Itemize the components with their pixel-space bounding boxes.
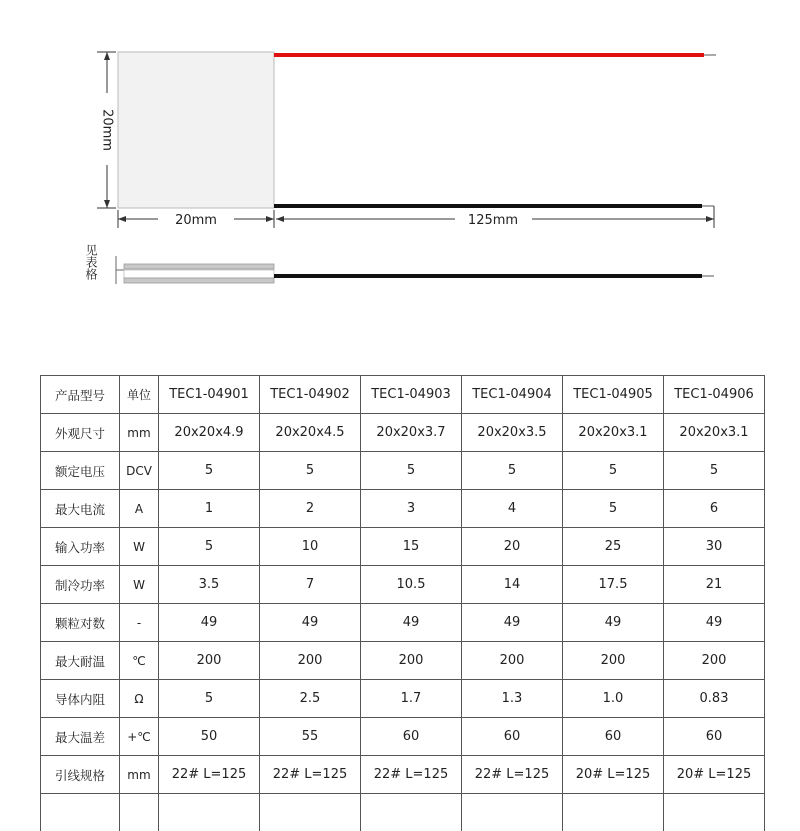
row-value-cell: 5 — [361, 452, 462, 490]
row-value-cell: 5 — [563, 452, 664, 490]
row-value-cell: 200 — [462, 642, 563, 680]
side-note-label: 见表格 — [78, 244, 98, 280]
row-value-cell: 200 — [563, 642, 664, 680]
table-row — [41, 566, 765, 604]
empty-cell — [361, 794, 462, 831]
row-value-cell: 20x20x3.7 — [361, 414, 462, 452]
width-label: 20mm — [175, 213, 217, 228]
row-value-cell: 1.7 — [361, 680, 462, 718]
row-unit-cell: +℃ — [120, 718, 159, 756]
row-value-cell: 22# L=125 — [159, 756, 260, 794]
row-param-cell: 颗粒对数 — [41, 604, 120, 642]
row-value-cell: 49 — [563, 604, 664, 642]
table-row — [41, 490, 765, 528]
empty-cell — [159, 794, 260, 831]
row-param-cell: 最大耐温 — [41, 642, 120, 680]
row-param-cell: 输入功率 — [41, 528, 120, 566]
row-value-cell: 2.5 — [260, 680, 361, 718]
row-value-cell: 1.3 — [462, 680, 563, 718]
row-value-cell: 4 — [462, 490, 563, 528]
row-unit-cell: W — [120, 566, 159, 604]
row-value-cell: 50 — [159, 718, 260, 756]
table-row — [41, 604, 765, 642]
row-value-cell: 60 — [563, 718, 664, 756]
header-param-cell: 产品型号 — [41, 376, 120, 414]
row-value-cell: 10.5 — [361, 566, 462, 604]
row-value-cell: 22# L=125 — [260, 756, 361, 794]
module-side-view — [116, 256, 274, 284]
header-model-cell: TEC1-04903 — [361, 376, 462, 414]
row-value-cell: 200 — [664, 642, 765, 680]
header-model-cell: TEC1-04906 — [664, 376, 765, 414]
row-value-cell: 22# L=125 — [361, 756, 462, 794]
row-value-cell: 5 — [664, 452, 765, 490]
header-unit-cell: 单位 — [120, 376, 159, 414]
row-value-cell: 49 — [462, 604, 563, 642]
row-unit-cell: mm — [120, 756, 159, 794]
row-value-cell: 20# L=125 — [664, 756, 765, 794]
row-value-cell: 21 — [664, 566, 765, 604]
row-value-cell: 200 — [260, 642, 361, 680]
row-value-cell: 1 — [159, 490, 260, 528]
empty-cell — [120, 794, 159, 831]
row-value-cell: 49 — [361, 604, 462, 642]
table-row — [41, 642, 765, 680]
height-label: 20mm — [100, 109, 115, 151]
row-value-cell: 22# L=125 — [462, 756, 563, 794]
row-param-cell: 外观尺寸 — [41, 414, 120, 452]
row-value-cell: 17.5 — [563, 566, 664, 604]
table-row — [41, 452, 765, 490]
row-unit-cell: mm — [120, 414, 159, 452]
row-value-cell: 1.0 — [563, 680, 664, 718]
empty-cell — [563, 794, 664, 831]
row-value-cell: 6 — [664, 490, 765, 528]
table-row — [41, 718, 765, 756]
row-param-cell: 引线规格 — [41, 756, 120, 794]
row-value-cell: 60 — [462, 718, 563, 756]
row-value-cell: 20x20x3.5 — [462, 414, 563, 452]
row-value-cell: 20x20x4.5 — [260, 414, 361, 452]
row-value-cell: 5 — [462, 452, 563, 490]
row-value-cell: 20x20x3.1 — [664, 414, 765, 452]
row-value-cell: 60 — [664, 718, 765, 756]
empty-cell — [260, 794, 361, 831]
table-header-row — [41, 376, 765, 414]
row-value-cell: 10 — [260, 528, 361, 566]
row-value-cell: 55 — [260, 718, 361, 756]
spec-table — [40, 375, 765, 831]
row-unit-cell: W — [120, 528, 159, 566]
row-value-cell: 5 — [563, 490, 664, 528]
row-value-cell: 3 — [361, 490, 462, 528]
lead-length-label: 125mm — [468, 213, 518, 228]
product-dimension-diagram — [0, 0, 800, 370]
row-param-cell: 导体内阻 — [41, 680, 120, 718]
row-value-cell: 20# L=125 — [563, 756, 664, 794]
row-value-cell: 5 — [159, 452, 260, 490]
row-value-cell: 49 — [159, 604, 260, 642]
header-model-cell: TEC1-04904 — [462, 376, 563, 414]
empty-cell — [41, 794, 120, 831]
row-value-cell: 14 — [462, 566, 563, 604]
row-value-cell: 200 — [159, 642, 260, 680]
row-param-cell: 制冷功率 — [41, 566, 120, 604]
row-value-cell: 5 — [260, 452, 361, 490]
header-model-cell: TEC1-04905 — [563, 376, 664, 414]
row-value-cell: 30 — [664, 528, 765, 566]
row-unit-cell: ℃ — [120, 642, 159, 680]
row-value-cell: 20x20x4.9 — [159, 414, 260, 452]
row-value-cell: 60 — [361, 718, 462, 756]
empty-cell — [664, 794, 765, 831]
header-model-cell: TEC1-04901 — [159, 376, 260, 414]
row-value-cell: 20 — [462, 528, 563, 566]
row-value-cell: 7 — [260, 566, 361, 604]
table-row — [41, 414, 765, 452]
table-row — [41, 756, 765, 794]
row-param-cell: 额定电压 — [41, 452, 120, 490]
row-value-cell: 20x20x3.1 — [563, 414, 664, 452]
row-value-cell: 5 — [159, 680, 260, 718]
row-value-cell: 5 — [159, 528, 260, 566]
row-value-cell: 2 — [260, 490, 361, 528]
row-value-cell: 25 — [563, 528, 664, 566]
row-value-cell: 200 — [361, 642, 462, 680]
header-model-cell: TEC1-04902 — [260, 376, 361, 414]
row-param-cell: 最大电流 — [41, 490, 120, 528]
row-unit-cell: DCV — [120, 452, 159, 490]
row-value-cell: 15 — [361, 528, 462, 566]
row-unit-cell: Ω — [120, 680, 159, 718]
row-value-cell: 0.83 — [664, 680, 765, 718]
row-unit-cell: - — [120, 604, 159, 642]
row-unit-cell: A — [120, 490, 159, 528]
empty-cell — [462, 794, 563, 831]
row-value-cell: 49 — [260, 604, 361, 642]
row-param-cell: 最大温差 — [41, 718, 120, 756]
row-value-cell: 49 — [664, 604, 765, 642]
table-row-partial — [41, 794, 765, 831]
module-top-view — [118, 52, 274, 208]
table-row — [41, 528, 765, 566]
table-row — [41, 680, 765, 718]
row-value-cell: 3.5 — [159, 566, 260, 604]
